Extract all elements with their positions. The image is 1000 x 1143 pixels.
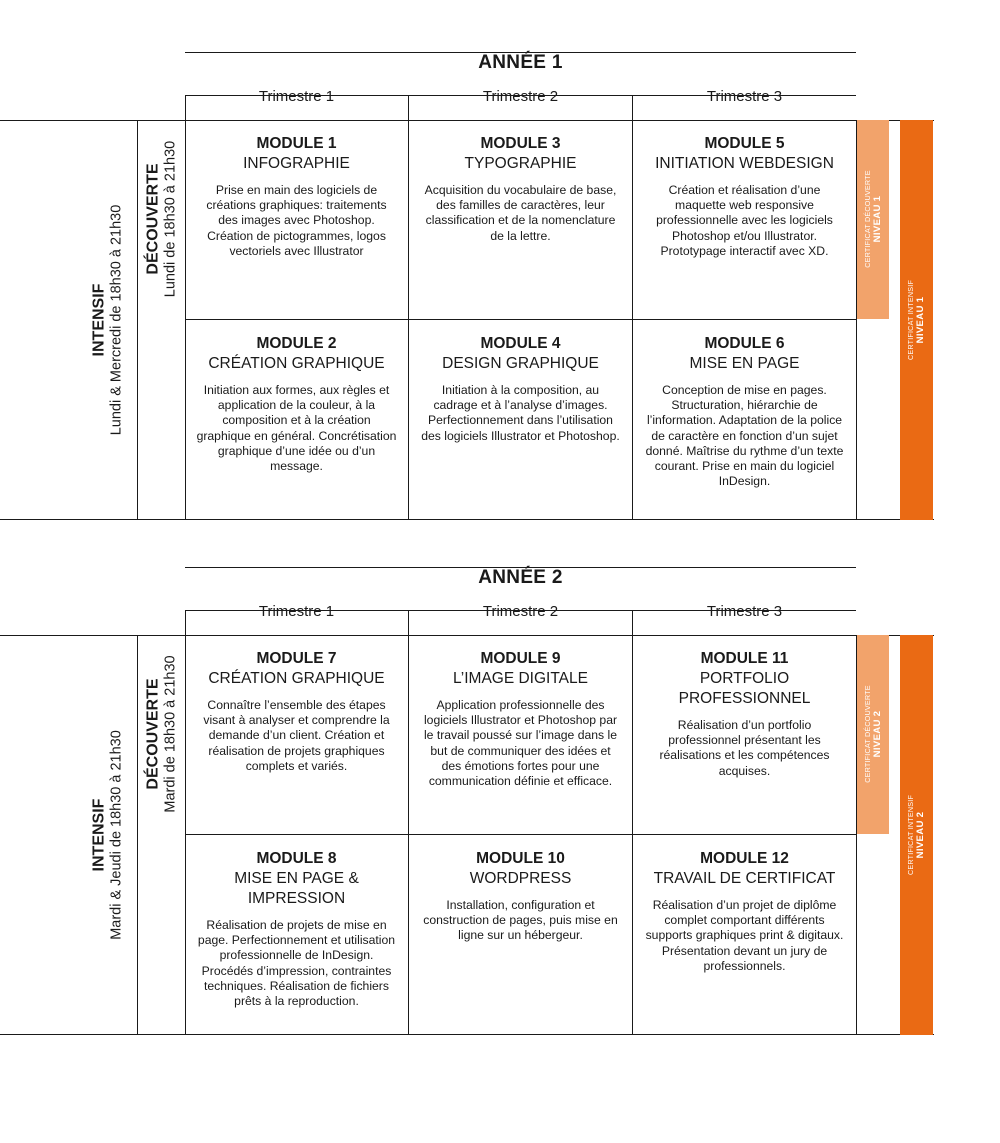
module-number: MODULE 10 [476,850,565,867]
module-number: MODULE 4 [480,335,561,352]
decouverte-title: DÉCOUVERTE [144,163,162,275]
module-number: MODULE 3 [480,135,561,152]
trimester-label: Trimestre 3 [706,603,783,620]
module-name: INFOGRAPHIE [243,155,350,172]
module-name: MISE EN PAGE [689,355,800,372]
intensif-title: INTENSIF [90,798,108,872]
module-cell [409,835,632,1035]
module-cell [409,320,632,520]
year-title: ANNÉE 1 [478,52,563,73]
module-cell [185,320,408,520]
module-name: TYPOGRAPHIE [464,155,577,172]
module-description: Création et réalisation d’une maquette web responsive professionnelle avec les logiciels Photoshop et/ou Illustrator. Prototypage interactif avec XD. [656,183,833,258]
trimester-label: Trimestre 3 [706,88,783,105]
module-number: MODULE 5 [704,135,785,152]
certificate-intensif-title: CERTIFICAT INTENSIF [906,279,915,361]
intensif-title: INTENSIF [90,283,108,357]
certificate-decouverte-title: CERTIFICAT DÉCOUVERTE [863,170,872,268]
module-name: CRÉATION GRAPHIQUE [208,355,385,372]
module-description: Conception de mise en pages. Structuration, hiérarchie de l’information. Adaptation de la police de caractère en fonction d’un sujet donné. Maîtrise du rythme d’un texte courant. Prise en main du logiciel InDesign. [645,383,844,489]
module-number: MODULE 1 [256,135,337,152]
module-name: WORDPRESS [469,870,572,887]
rule-line [137,635,138,1035]
certificate-intensif-level: NIVEAU 1 [915,296,926,344]
module-description: Initiation aux formes, aux règles et application de la couleur, à la composition et à la création graphique en général. Concrétisation graphique d’une idée ou d’un message. [196,383,397,474]
trimester-label: Trimestre 2 [482,603,559,620]
module-number: MODULE 2 [256,335,337,352]
module-number: MODULE 9 [480,650,561,667]
intensif-label [91,730,126,940]
decouverte-schedule: Mardi de 18h30 à 21h30 [162,655,179,813]
certificate-decouverte-level: NIVEAU 2 [872,710,883,758]
module-description: Réalisation d’un portfolio professionnel présentant les réalisations et les compétences acquises. [659,718,830,778]
certificate-decouverte-label [863,685,883,783]
year-title: ANNÉE 2 [478,567,563,588]
module-cell [185,120,408,320]
module-cell [633,320,856,520]
rule-line [137,120,138,520]
year-section [0,42,1000,532]
trimester-label: Trimestre 1 [258,88,335,105]
certificate-intensif-level: NIVEAU 2 [915,811,926,859]
module-cell [409,120,632,320]
module-cell [633,835,856,1035]
module-cell [633,120,856,320]
module-name: TRAVAIL DE CERTIFICAT [653,870,836,887]
module-description: Prise en main des logiciels de créations graphiques: traitements des images avec Photoshop. Création de pictogrammes, logos vectoriels avec Illustrator [206,183,387,258]
certificate-decouverte-level: NIVEAU 1 [872,195,883,243]
module-description: Connaître l’ensemble des étapes visant à analyser et comprendre la demande d’un client. Création et réalisation de projets graphiques complets et variés. [203,698,390,773]
module-name: CRÉATION GRAPHIQUE [208,670,385,687]
module-number: MODULE 7 [256,650,337,667]
module-name: L’IMAGE DIGITALE [453,670,588,687]
decouverte-schedule: Lundi de 18h30 à 21h30 [162,140,179,298]
trimester-label: Trimestre 2 [482,88,559,105]
certificate-decouverte-label [863,170,883,268]
module-number: MODULE 8 [256,850,337,867]
module-description: Réalisation d’un projet de diplôme complet comportant différents supports graphiques print & digitaux. Présentation devant un jury de professionnels. [645,898,844,973]
year-section [0,557,1000,1047]
certificate-decouverte-title: CERTIFICAT DÉCOUVERTE [863,685,872,783]
decouverte-label [145,141,180,297]
certificate-intensif-title: CERTIFICAT INTENSIF [906,794,915,876]
module-name: MISE EN PAGE & IMPRESSION [234,870,359,907]
intensif-schedule: Mardi & Jeudi de 18h30 à 21h30 [108,730,125,940]
module-name: INITIATION WEBDESIGN [655,155,834,172]
module-cell [633,635,856,835]
module-description: Acquisition du vocabulaire de base, des familles de caractères, leur classification et de la nomenclature de la lettre. [424,183,617,243]
decouverte-label [145,655,180,812]
module-number: MODULE 11 [700,650,789,667]
module-name: DESIGN GRAPHIQUE [442,355,599,372]
module-number: MODULE 12 [700,850,789,867]
intensif-schedule: Lundi & Mercredi de 18h30 à 21h30 [108,204,125,436]
certificate-intensif-label [906,795,926,875]
intensif-label [91,205,126,436]
module-description: Application professionnelle des logiciels Illustrator et Photoshop par le travail poussé sur l’image dans le but de communiquer des idées et des émotions fortes pour une communication définie et efficace. [423,698,618,789]
module-cell [185,835,408,1035]
decouverte-title: DÉCOUVERTE [144,678,162,790]
module-description: Installation, configuration et construction de pages, puis mise en ligne sur un hébergeur. [423,898,618,943]
module-description: Réalisation de projets de mise en page. Perfectionnement et utilisation professionnelle de InDesign. Procédés d’impression, contraintes techniques. Réalisation de fichiers prêts à la reproduction. [197,918,396,1009]
module-description: Initiation à la composition, au cadrage et à l’analyse d’images. Perfectionnement dans l’utilisation des logiciels Illustrator et Photoshop. [421,383,620,443]
module-name: PORTFOLIO PROFESSIONNEL [678,670,811,707]
module-cell [185,635,408,835]
module-cell [409,635,632,835]
module-number: MODULE 6 [704,335,785,352]
trimester-label: Trimestre 1 [258,603,335,620]
certificate-intensif-label [906,280,926,360]
